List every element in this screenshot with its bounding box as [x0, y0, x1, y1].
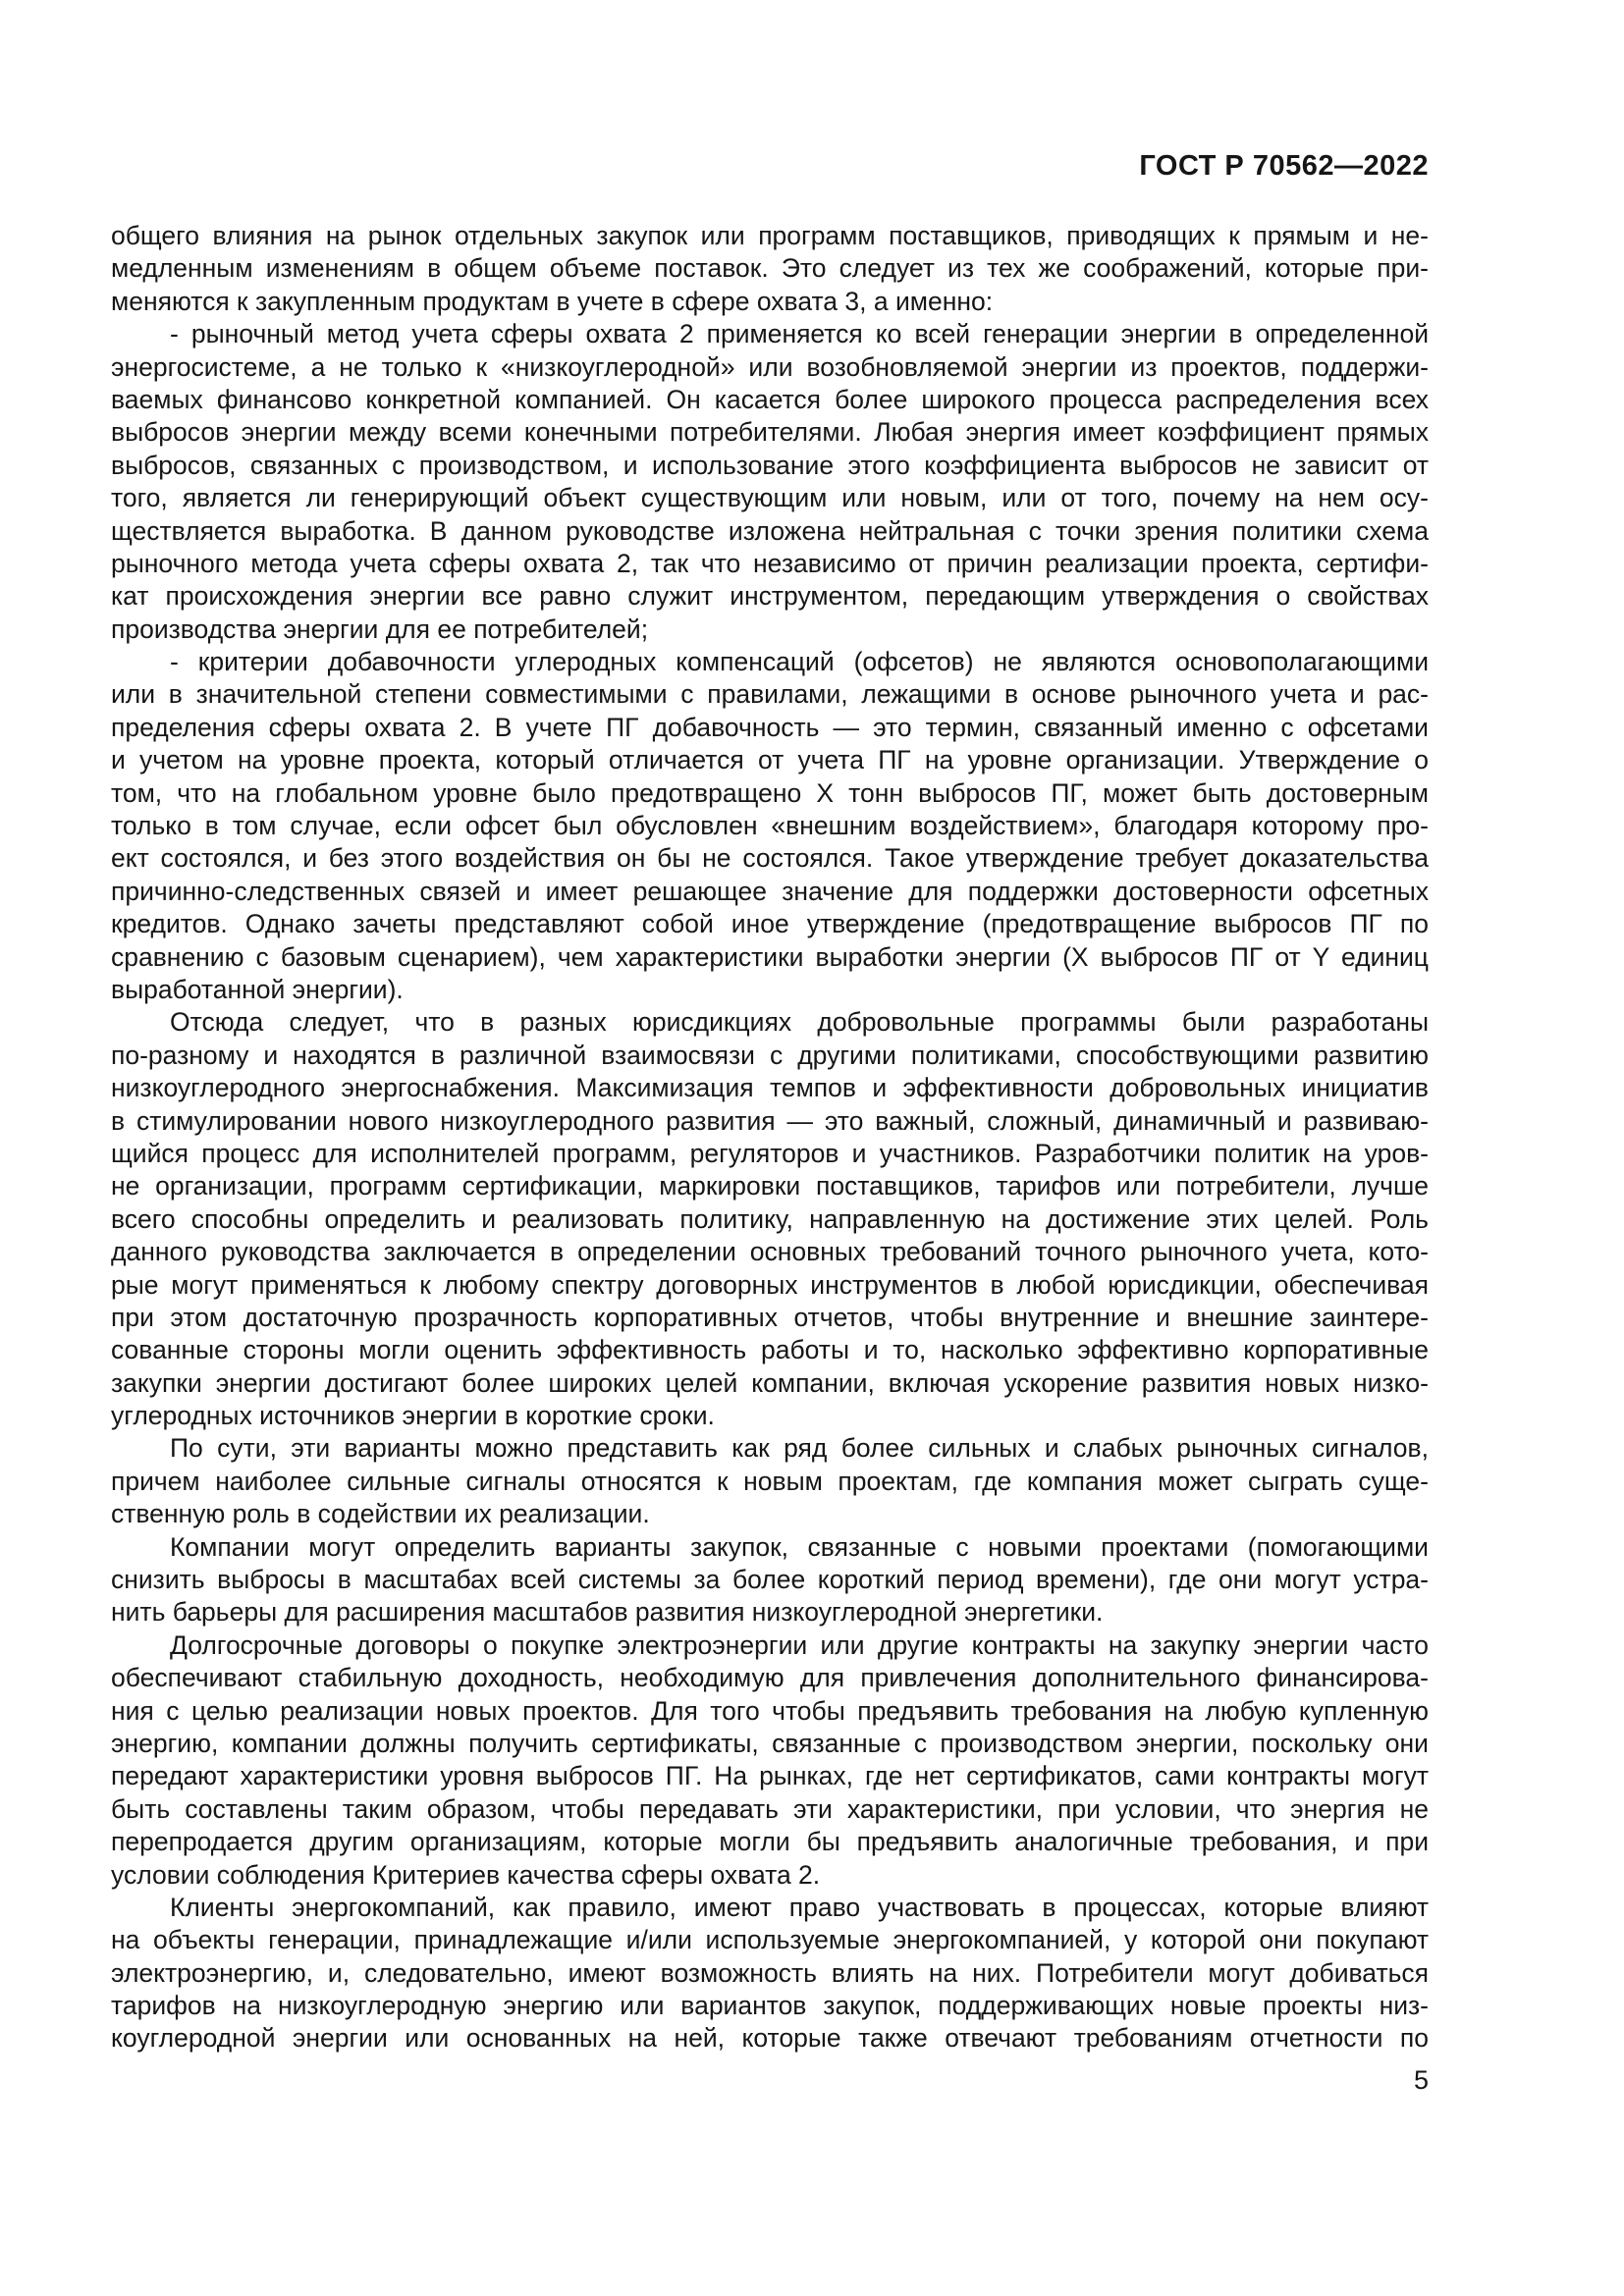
- text-line: производства энергии для ее потребителей;: [111, 614, 649, 644]
- text-line: Долгосрочные договоры о покупке электроэнергии или другие контракты на закупку энергии часто: [170, 1629, 1429, 1660]
- text-line: ваемых финансово конкретной компанией. Он касается более широкого процесса распределения всех: [111, 384, 1429, 414]
- text-line: коуглеродной энергии или основанных на ней, которые также отвечают требованиям отчетности по: [111, 2023, 1429, 2054]
- text-line: меняются к закупленным продуктам в учете в сфере охвата 3, а именно:: [111, 286, 994, 316]
- text-line: перепродается другим организациям, которые могли бы предъявить аналогичные требования, и при: [111, 1827, 1429, 1857]
- text-line: общего влияния на рынок отдельных закупок или программ поставщиков, приводящих к прямым и не-: [111, 221, 1429, 250]
- text-line: выбросов, связанных с производством, и использование этого коэффициента выбросов не зависит от: [111, 450, 1429, 480]
- text-line: ния с целью реализации новых проектов. Для того чтобы предъявить требования на любую купленную: [111, 1695, 1429, 1726]
- text-line: углеродных источников энергии в короткие сроки.: [111, 1401, 715, 1431]
- text-line: того, является ли генерирующий объект существующим или новым, или от того, почему на нем осу-: [111, 483, 1429, 513]
- text-line: всего способны определить и реализовать политику, направленную на достижение этих целей. Роль: [111, 1203, 1429, 1234]
- text-line: на объекты генерации, принадлежащие и/или используемые энергокомпанией, у которой они покупают: [111, 1925, 1429, 1955]
- text-line: данного руководства заключается в определении основных требований точного рыночного учета, кото-: [111, 1237, 1429, 1267]
- text-line: причинно-следственных связей и имеет решающее значение для поддержки достоверности офсетных: [111, 876, 1429, 906]
- text-line: сованные стороны могли оценить эффективность работы и то, насколько эффективно корпоративные: [111, 1335, 1429, 1365]
- paragraph: [111, 318, 1429, 646]
- paragraph: [111, 1892, 1429, 2056]
- text-line: в стимулировании нового низкоуглеродного развития — это важный, сложный, динамичный и развиваю-: [111, 1105, 1429, 1136]
- text-line: щийся процесс для исполнителей программ, регуляторов и участников. Разработчики политик на уров-: [111, 1138, 1429, 1168]
- text-line: при этом достаточную прозрачность корпоративных отчетов, чтобы внутренние и внешние заинтере-: [111, 1302, 1429, 1332]
- paragraph: [111, 1006, 1429, 1432]
- text-line: причем наиболее сильные сигналы относятся к новым проектам, где компания может сыграть суще-: [111, 1466, 1429, 1496]
- text-line: Компании могут определить варианты закупок, связанные с новыми проектами (помогающими: [170, 1531, 1429, 1562]
- text-line: кредитов. Однако зачеты представляют собой иное утверждение (предотвращение выбросов ПГ по: [111, 909, 1429, 939]
- doc-designation: ГОСТ Р 70562—2022: [1139, 150, 1429, 182]
- text-line: ственную роль в содействии их реализации.: [111, 1499, 650, 1529]
- text-line: Клиенты энергокомпаний, как правило, имеют право участвовать в процессах, которые влияют: [170, 1892, 1429, 1922]
- text-line: - рыночный метод учета сферы охвата 2 применяется ко всей генерации энергии в определенной: [170, 319, 1429, 349]
- text-line: выбросов энергии между всеми конечными потребителями. Любая энергия имеет коэффициент прямых: [111, 417, 1429, 448]
- text-line: пределения сферы охвата 2. В учете ПГ добавочность — это термин, связанный именно с офсетами: [111, 712, 1429, 742]
- text-line: выработанной энергии).: [111, 974, 404, 1004]
- text-line: не организации, программ сертификации, маркировки поставщиков, тарифов или потребители, лучше: [111, 1171, 1429, 1201]
- text-line: ект состоялся, и без этого воздействия он бы не состоялся. Такое утверждение требует доказательства: [111, 843, 1429, 874]
- text-line: быть составлены таким образом, чтобы передавать эти характеристики, при условии, что энергия не: [111, 1793, 1429, 1824]
- paragraph: [111, 1531, 1429, 1629]
- running-header: [111, 150, 1429, 183]
- text-line: ществляется выработка. В данном руководстве изложена нейтральная с точки зрения политики схема: [111, 515, 1429, 546]
- text-line: медленным изменениям в общем объеме поставок. Это следует из тех же соображений, которые при-: [111, 253, 1429, 284]
- text-line: сравнению с базовым сценарием), чем характеристики выработки энергии (X выбросов ПГ от Y единиц: [111, 941, 1429, 972]
- text-line: рые могут применяться к любому спектру договорных инструментов в любой юрисдикции, обеспечивая: [111, 1269, 1429, 1300]
- paragraph: [111, 646, 1429, 1006]
- text-line: кат происхождения энергии все равно служит инструментом, передающим утверждения о свойствах: [111, 581, 1429, 612]
- text-line: условии соблюдения Критериев качества сферы охвата 2.: [111, 1859, 821, 1890]
- text-line: обеспечивают стабильную доходность, необходимую для привлечения дополнительного финансирова-: [111, 1663, 1429, 1693]
- text-block: [111, 220, 1429, 2056]
- text-line: или в значительной степени совместимыми с правилами, лежащими в основе рыночного учета и рас-: [111, 679, 1429, 710]
- text-line: Отсюда следует, что в разных юрисдикциях добровольные программы были разработаны: [170, 1007, 1429, 1038]
- text-line: нить барьеры для расширения масштабов развития низкоуглеродной энергетики.: [111, 1597, 1104, 1628]
- text-line: закупки энергии достигают более широких целей компании, включая ускорение развития новых низко-: [111, 1367, 1429, 1398]
- paragraph: [111, 220, 1429, 318]
- text-line: электроэнергию, и, следовательно, имеют возможность влиять на них. Потребители могут добиваться: [111, 1957, 1429, 1988]
- text-line: передают характеристики уровня выбросов ПГ. На рынках, где нет сертификатов, сами контракты могут: [111, 1761, 1429, 1791]
- text-line: рыночного метода учета сферы охвата 2, так что независимо от причин реализации проекта, сертифи-: [111, 548, 1429, 578]
- text-line: энергосистеме, а не только к «низкоуглеродной» или возобновляемой энергии из проектов, поддержи-: [111, 351, 1429, 382]
- text-line: снизить выбросы в масштабах всей системы за более короткий период времени), где они могут устра-: [111, 1565, 1429, 1595]
- page-number: 5: [1413, 2065, 1429, 2095]
- text-line: низкоуглеродного энергоснабжения. Максимизация темпов и эффективности добровольных инициатив: [111, 1073, 1429, 1103]
- text-line: только в том случае, если офсет был обусловлен «внешним воздействием», благодаря которому про-: [111, 811, 1429, 841]
- paragraph: [111, 1629, 1429, 1892]
- paragraph: [111, 1432, 1429, 1530]
- text-line: том, что на глобальном уровне было предотвращено X тонн выбросов ПГ, может быть достоверным: [111, 777, 1429, 808]
- text-line: - критерии добавочности углеродных компенсаций (офсетов) не являются основополагающими: [170, 647, 1429, 677]
- text-line: энергию, компании должны получить сертификаты, связанные с производством энергии, поскольку они: [111, 1728, 1429, 1758]
- text-line: и учетом на уровне проекта, который отличается от учета ПГ на уровне организации. Утверждение о: [111, 745, 1429, 775]
- text-line: по-разному и находятся в различной взаимосвязи с другими политиками, способствующими развитию: [111, 1040, 1429, 1070]
- text-line: По сути, эти варианты можно представить как ряд более сильных и слабых рыночных сигналов,: [170, 1433, 1429, 1464]
- text-line: тарифов на низкоуглеродную энергию или вариантов закупок, поддерживающих новые проекты низ-: [111, 1991, 1429, 2021]
